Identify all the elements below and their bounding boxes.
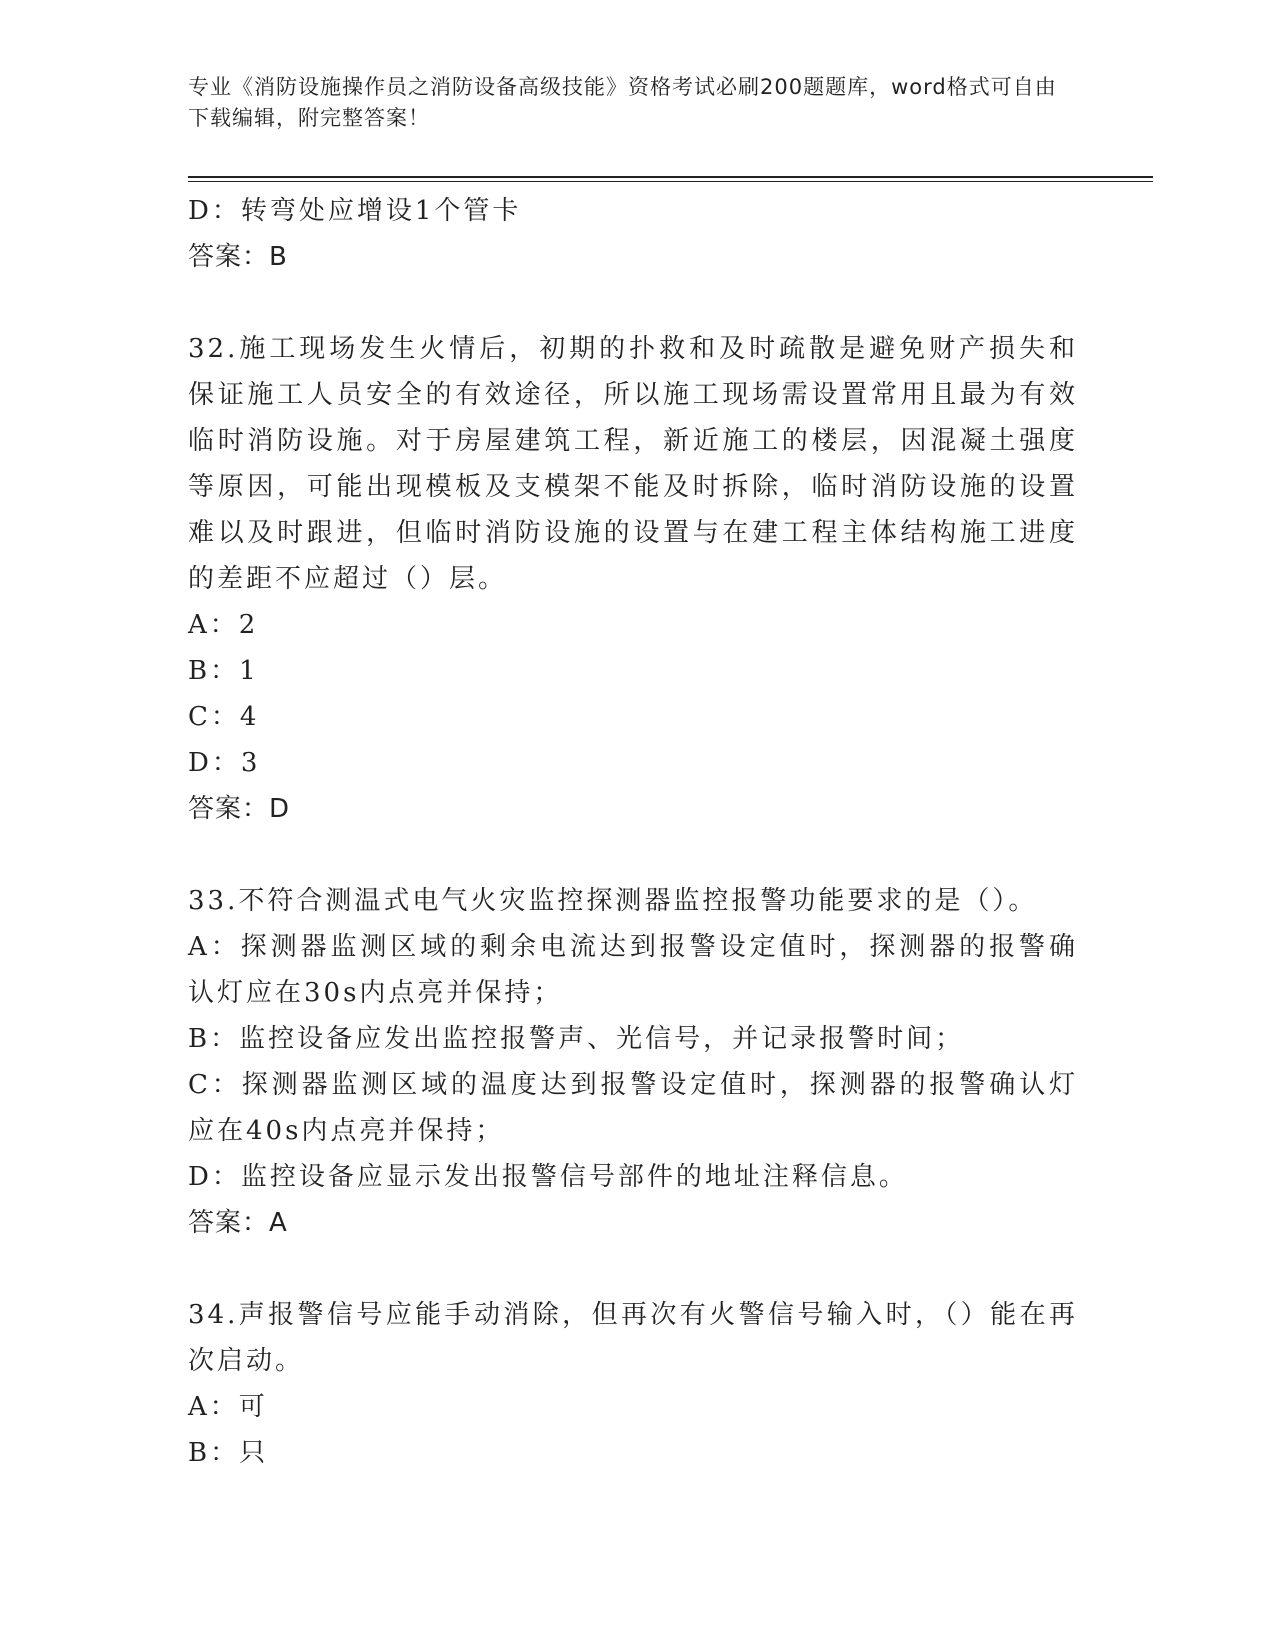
header-rule xyxy=(188,176,1153,178)
q34-option-a: A：可 xyxy=(188,1392,268,1422)
spacer xyxy=(188,1246,1078,1292)
question-34: 34.声报警信号应能手动消除，但再次有火警信号输入时，（）能在再次启动。 xyxy=(188,1300,1078,1376)
prev-answer: 答案：B xyxy=(188,242,288,272)
q33-option-b: B：监控设备应发出监控报警声、光信号，并记录报警时间； xyxy=(188,1024,965,1054)
document-body xyxy=(188,188,1078,1476)
q32-option-d: D：3 xyxy=(188,748,261,778)
q32-option-c: C：4 xyxy=(188,702,260,732)
q33-option-d: D：监控设备应显示发出报警信号部件的地址注释信息。 xyxy=(188,1162,908,1192)
q32-option-a: A：2 xyxy=(188,610,259,640)
document-header xyxy=(188,72,1068,134)
spacer xyxy=(188,280,1078,326)
q33-answer: 答案：A xyxy=(188,1208,288,1238)
q34-option-b: B：只 xyxy=(188,1438,269,1468)
q33-option-c: C：探测器监测区域的温度达到报警设定值时，探测器的报警确认灯应在40s内点亮并保持； xyxy=(188,1070,1078,1146)
q32-answer: 答案：D xyxy=(188,794,291,824)
question-33: 33.不符合测温式电气火灾监控探测器监控报警功能要求的是（）。 xyxy=(188,886,1038,916)
spacer xyxy=(188,832,1078,878)
header-text: 专业《消防设施操作员之消防设备高级技能》资格考试必刷200题题库，word格式可自由下载编辑，附完整答案！ xyxy=(188,75,1057,130)
q33-option-a: A：探测器监测区域的剩余电流达到报警设定值时，探测器的报警确认灯应在30s内点亮并保持； xyxy=(188,932,1078,1008)
header-rule-thin xyxy=(188,181,1153,182)
prev-option-d: D：转弯处应增设1个管卡 xyxy=(188,196,522,226)
question-32: 32.施工现场发生火情后，初期的扑救和及时疏散是避免财产损失和保证施工人员安全的有效途径，所以施工现场需设置常用且最为有效临时消防设施。对于房屋建筑工程，新近施工的楼层，因混凝土强度等原因，可能出现模板及支模架不能及时拆除，临时消防设施的设置难以及时跟进，但临时消防设施的设置与在建工程主体结构施工进度的差距不应超过（）层。 xyxy=(188,334,1078,594)
q32-option-b: B：1 xyxy=(188,656,259,686)
